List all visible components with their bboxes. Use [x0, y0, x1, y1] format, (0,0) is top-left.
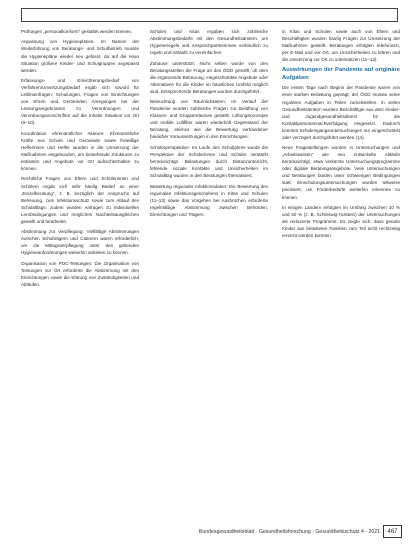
paragraph: Rechtliche Fragen von Eltern und Schülerinnen und Schülern ergab sich sehr häufig Bedarf an einer „Einzelberatung“, z. B. bezüglich der Anspruchs auf Betreuung, zum Infektionsschutz sowie zum Ablauf des Schulalltags; zudem wurden Anfragen zu individuellen Lernbedingungen und möglichen Nachteilsausgleichen gestellt und bearbeitet.	[21, 176, 139, 224]
journal-name: Bundesgesundheitsblatt · Gesundheitsforschung · Gesundheitsschutz 4 · 2021	[198, 529, 380, 535]
column-2	[150, 28, 268, 221]
page-footer	[198, 524, 402, 542]
column-3	[282, 28, 400, 243]
paragraph: Abstimmung zur Verpflegung: Vielfältige Abstimmungen zwischen Schulträgern und Caterern waren erforderlich, um die Mittagsverpflegung unter den geltenden Hygieneanforderungen weiterhin anbieten zu können.	[21, 229, 139, 256]
paragraph: Koordination ehrenamtlicher Akteure: Ehrenamtliche Kräfte aus Schule und Gemeinde sowie freiwillige Helferinnen und Helfer wurden in die Umsetzung der Maßnahmen eingebunden, um bestehende Strukturen zu entlasten und Angebote vor Ort aufrechterhalten zu können.	[21, 130, 139, 172]
paragraph: Bewertung regionaler Infektionsdaten: Die Bewertung des regionalen Infektionsgeschehens in Kitas und Schulen (11–13) sowie das Vorgehen bei Ausbrüchen erforderte regelmäßige Abstimmung zwischen Behörden, Einrichtungen und Trägern.	[150, 183, 268, 217]
paragraph: Neue Fragestellungen wurden in Untersuchungen und „Arbeitsweisen“ wie neu entwickelte Abläufe berücksichtigt, etwa verkürzte Untersuchungsprogramme oder digitale Beratungsangebote. Viele Untersuchungen und Beratungen fanden unter schwierigen Bedingungen statt; Einschulungsuntersuchungen wurden teilweise priorisiert, um Förderbedarfe weiterhin erkennen zu können.	[282, 145, 400, 200]
paragraph: Schülerperspektive: Im Laufe des Schuljahres wurde die Perspektive der Schülerinnen und Schüler verstärkt berücksichtigt. Belastungen durch Distanzunterricht, fehlende soziale Kontakte und Unsicherheiten im Schulalltag wurden in den Beratungen thematisiert.	[150, 144, 268, 179]
paragraph: Erfassungs- und Erleichterungsbedarf von Verfahren/Umsetzungsbedarf ergab sich sowohl für Leitlinienfragen, Schulungen, Fragen von Einrichtungen von Ehren und Gemeinden Anregungen bei der Leistungsergebnissen zu Verordnungen und Verordnungsvorschriften auf die Inhalte Situation vor Ort (9–10).	[21, 78, 139, 126]
paragraph: Beleuchtung von Räumlichkeiten: Im Verlauf der Pandemie wurden zahlreiche Fragen zur Belüftung von Klassen- und Gruppenräumen gestellt. Lüftungskonzepte und mobile Luftfilter waren wiederholt Gegenstand der Beratung, ebenso wie die Bewertung vorhandener baulicher Voraussetzungen in den Einrichtungen.	[150, 99, 268, 140]
top-frame	[21, 8, 398, 22]
paragraph: Die ersten Tage nach Beginn der Pandemie waren von einer starken Belastung geprägt; der ÖGD musste seine regulären Aufgaben in Teilen zurückstellen. In vielen Gesundheitsämtern wurden Beschäftigte aus dem Kinder- und Jugendgesundheitsdienst für die Kontaktpersonennachverfolgung eingesetzt. Dadurch konnten Schuleingangsuntersuchungen nur eingeschränkt oder verzögert durchgeführt werden (14).	[282, 85, 400, 140]
paragraph: Schulen und Kitas ergaben sich zahlreiche Abstimmungsbedarfe mit den Gesundheitsämtern, um Hygieneregeln und Ansprechpartnerinnen verbindlich zu regeln und Abläufe zu vereinfachen.	[150, 29, 268, 56]
paragraph: Prüfungen „personalkonform“ gestaltet werden können.	[21, 29, 133, 34]
section-heading: Auswirkungen der Pandemie auf originäre Aufgaben	[282, 67, 400, 81]
paragraph: Anpassung von Hygieneplänen: Im Namen der Weiterführung von Beratungs- und Schulbetrieb musste die Hygienepläne wieder neu gefasst, da auf die neue Situation größere Kinder- und Schulgruppen angepasst werden.	[21, 39, 139, 73]
column-1	[21, 28, 139, 291]
paragraph: Zuhause unterstützt: Nicht selten wurde von den Beratungsstellen die Frage an den ÖGD gestellt, ob dem die ergänzende Betreuung, eingeschränkte Angebote oder Alternativen für die Kinder im häuslichen Umfeld möglich sind. Entsprechende Beratungen wurden durchgeführt.	[150, 60, 268, 94]
paragraph: in Kitas und Schulen sowie auch von Eltern und Beschäftigten wurden häufig Fragen zur Umsetzung der Maßnahmen gestellt. Beratungen erfolgten telefonisch, per E-Mail und vor Ort, um Unsicherheiten zu klären und die Umsetzung vor Ort zu unterstützen (11–13).	[282, 29, 400, 63]
paragraph: In einigen Ländern erfolgten im Umfang zwischen 10 % und 60 % (z. B. Schleswig-Holstein) der Untersuchungen als reduzierte Programme. Es zeigte sich, dass gerade Kinder aus belasteten Familien zum Teil nicht rechtzeitig erreicht werden konnten.	[282, 204, 400, 239]
paragraph: Organisation von POC-Testungen: Die Organisation von Testungen vor Ort erforderte die Abstimmung mit den Einrichtungen sowie die Klärung von Zuständigkeiten und Abläufen.	[21, 260, 139, 287]
page-number: 467	[383, 525, 402, 538]
